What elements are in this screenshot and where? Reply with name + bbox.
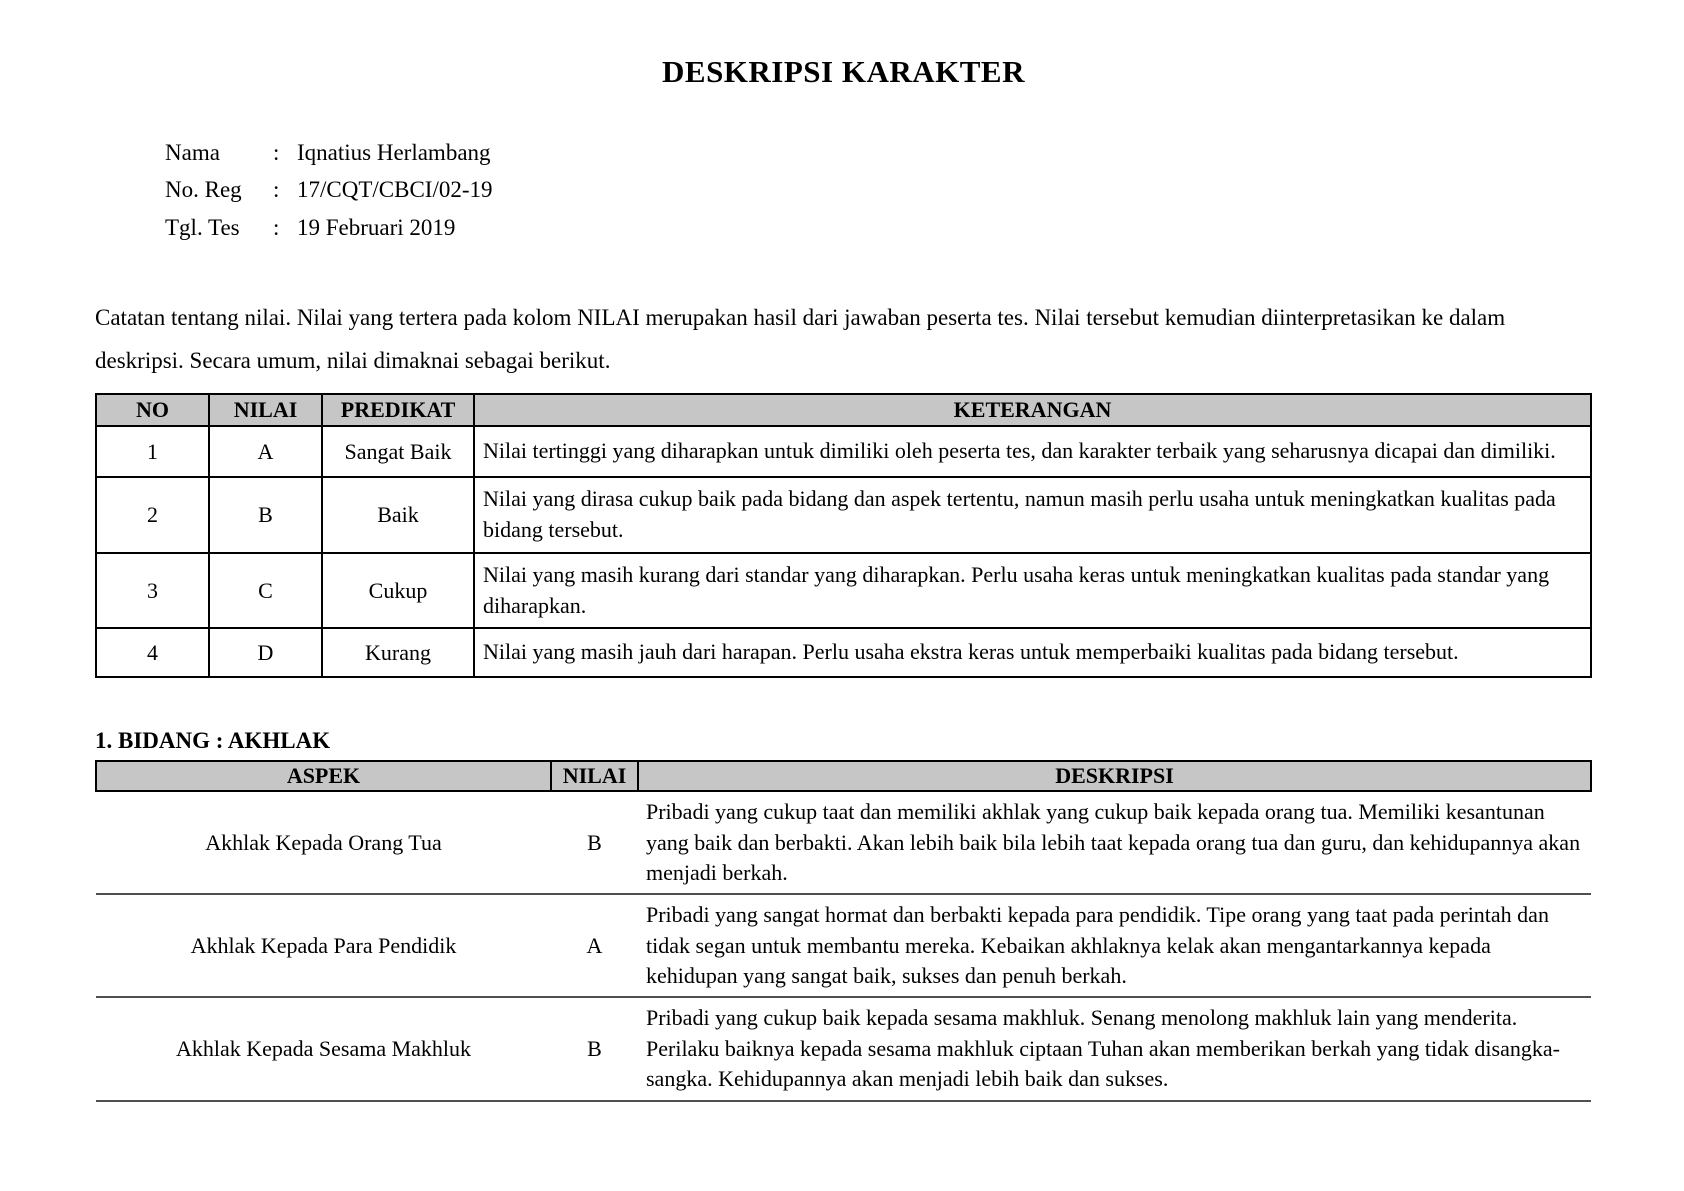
info-value-nama: Iqnatius Herlambang bbox=[297, 140, 491, 165]
aspect-description-table bbox=[95, 760, 1592, 1101]
aspect-nilai: B bbox=[551, 997, 638, 1100]
grade-table-row bbox=[96, 426, 1591, 477]
grade-nilai: D bbox=[209, 628, 322, 677]
aspect-nilai: A bbox=[551, 894, 638, 997]
grade-table-row bbox=[96, 477, 1591, 553]
document-title: DESKRIPSI KARAKTER bbox=[662, 54, 1025, 89]
section-heading-bidang-akhlak: 1. BIDANG : AKHLAK bbox=[95, 728, 331, 754]
info-row-tgl-tes bbox=[165, 209, 1592, 246]
grade-no: 1 bbox=[96, 426, 209, 477]
grade-no: 4 bbox=[96, 628, 209, 677]
aspect-name: Akhlak Kepada Orang Tua bbox=[205, 829, 442, 855]
info-label-nama: Nama bbox=[165, 140, 220, 165]
aspect-name: Akhlak Kepada Para Pendidik bbox=[96, 894, 551, 997]
aspect-header-deskripsi: DESKRIPSI bbox=[638, 761, 1591, 791]
aspect-deskripsi: Pribadi yang cukup taat dan memiliki akhlak yang cukup baik kepada orang tua. Memiliki kesantunan yang baik dan berbakti. Akan lebih baik bila lebih taat kepada orang tua dan guru, dan kehidupannya akan menjadi berkah. bbox=[646, 799, 1581, 886]
info-label-no-reg: No. Reg bbox=[165, 177, 242, 203]
grade-predikat: Cukup bbox=[322, 553, 474, 629]
grade-header-no: NO bbox=[96, 394, 209, 426]
grade-predikat: Kurang bbox=[322, 628, 474, 677]
grade-nilai: B bbox=[209, 477, 322, 553]
aspect-name: Akhlak Kepada Sesama Makhluk bbox=[96, 997, 551, 1100]
aspect-table-header-row bbox=[96, 761, 1591, 791]
grade-table-header-row bbox=[96, 394, 1591, 426]
info-colon: : bbox=[273, 140, 280, 165]
grade-nilai: A bbox=[209, 426, 322, 477]
aspect-table-row bbox=[96, 791, 1591, 894]
aspect-table-row bbox=[96, 997, 1591, 1100]
grade-header-keterangan: KETERANGAN bbox=[474, 394, 1591, 426]
aspect-nilai: B bbox=[587, 829, 602, 855]
aspect-header-aspek: ASPEK bbox=[96, 761, 551, 791]
grade-no: 2 bbox=[96, 477, 209, 553]
aspect-table-row bbox=[96, 894, 1591, 997]
identity-info-block bbox=[165, 134, 1592, 246]
info-row-no-reg bbox=[165, 171, 1592, 208]
aspect-deskripsi: Pribadi yang cukup baik kepada sesama makhluk. Senang menolong makhluk lain yang menderita. Perilaku baiknya kepada sesama makhluk ciptaan Tuhan akan memberikan berkah yang tidak disangka-sangka. Kehidupannya akan menjadi lebih baik dan sukses. bbox=[638, 997, 1591, 1100]
grade-legend-table bbox=[95, 393, 1592, 678]
grade-keterangan: Nilai yang masih kurang dari standar yang diharapkan. Perlu usaha keras untuk meningkatkan kualitas pada standar yang diharapkan. bbox=[474, 553, 1591, 629]
note-paragraph: Catatan tentang nilai. Nilai yang tertera pada kolom NILAI merupakan hasil dari jawaban peserta tes. Nilai tersebut kemudian diinterpretasikan ke dalam deskripsi. Secara umum, nilai dimaknai sebagai berikut. bbox=[95, 304, 1506, 374]
grade-header-predikat: PREDIKAT bbox=[322, 394, 474, 426]
grade-keterangan: Nilai yang dirasa cukup baik pada bidang dan aspek tertentu, namun masih perlu usaha untuk meningkatkan kualitas pada bidang tersebut. bbox=[474, 477, 1591, 553]
aspect-header-nilai: NILAI bbox=[551, 761, 638, 791]
info-label-tgl-tes: Tgl. Tes bbox=[165, 214, 240, 240]
grade-predikat: Sangat Baik bbox=[322, 426, 474, 477]
info-row-nama bbox=[165, 134, 1592, 171]
grade-keterangan: Nilai yang masih jauh dari harapan. Perlu usaha ekstra keras untuk memperbaiki kualitas pada bidang tersebut. bbox=[474, 628, 1591, 677]
grade-nilai: C bbox=[209, 553, 322, 629]
info-value-tgl-tes: 19 Februari 2019 bbox=[297, 214, 456, 240]
grade-table-row bbox=[96, 553, 1591, 629]
grade-header-nilai: NILAI bbox=[209, 394, 322, 426]
grade-predikat: Baik bbox=[322, 477, 474, 553]
info-colon: : bbox=[273, 177, 280, 203]
grade-no: 3 bbox=[96, 553, 209, 629]
info-value-no-reg: 17/CQT/CBCI/02-19 bbox=[297, 177, 493, 203]
grade-table-row bbox=[96, 628, 1591, 677]
aspect-deskripsi: Pribadi yang sangat hormat dan berbakti kepada para pendidik. Tipe orang yang taat pada perintah dan tidak segan untuk membantu mereka. Kebaikan akhlaknya kelak akan mengantarkannya kepada kehidupan yang sangat baik, sukses dan penuh berkah. bbox=[638, 894, 1591, 997]
info-colon: : bbox=[273, 214, 280, 240]
grade-keterangan: Nilai tertinggi yang diharapkan untuk dimiliki oleh peserta tes, dan karakter terbaik yang seharusnya dicapai dan dimiliki. bbox=[474, 426, 1591, 477]
